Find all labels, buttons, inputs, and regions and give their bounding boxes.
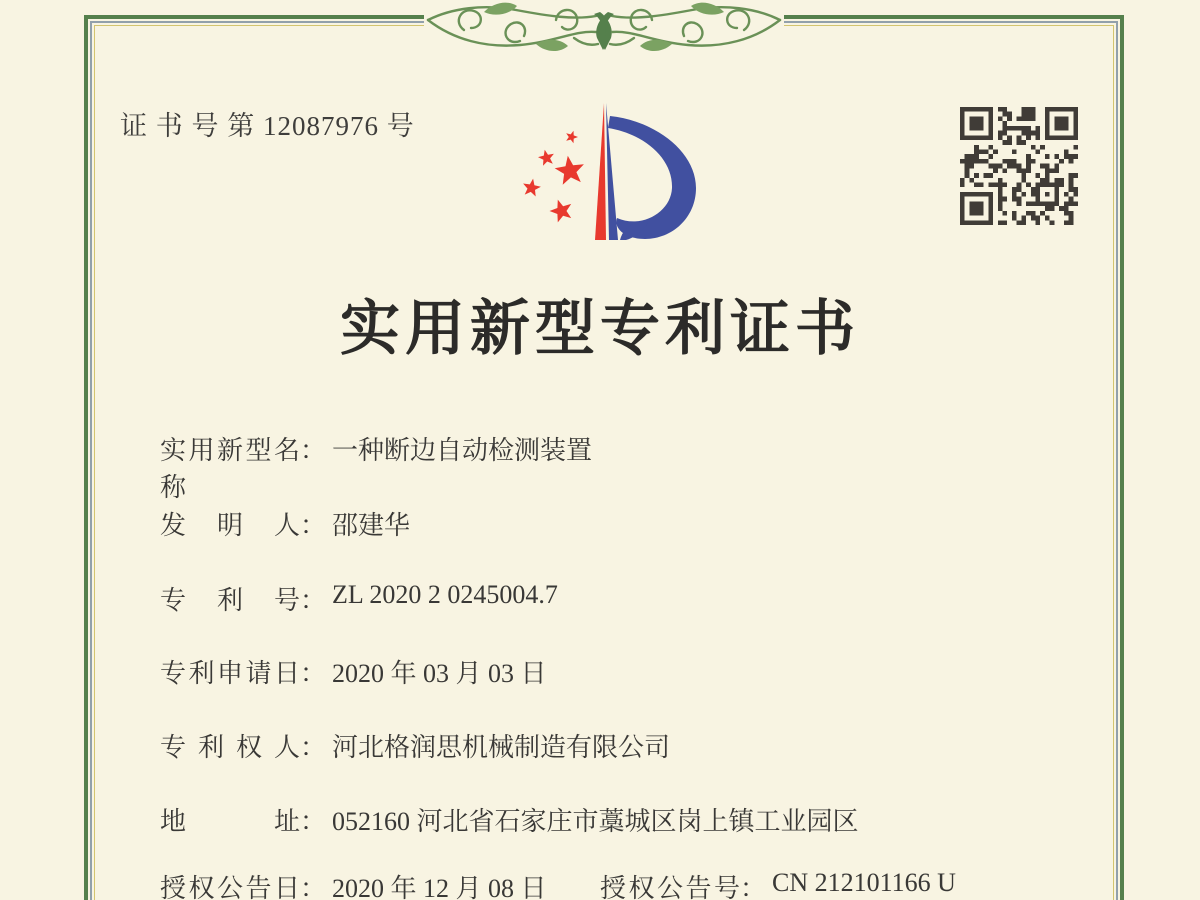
field-value: ZL 2020 2 0245004.7 xyxy=(332,580,558,609)
field-colon: ： xyxy=(740,874,767,900)
cnipa-patent-logo-icon xyxy=(500,95,710,245)
field-value: CN 212101166 U xyxy=(772,868,956,897)
field-label: 地址 xyxy=(160,807,300,836)
field-value: 一种断边自动检测装置 xyxy=(332,436,593,465)
field-value: 邵建华 xyxy=(332,511,411,540)
field-value: 2020 年 12 月 08 日 xyxy=(332,874,547,900)
field-row-grant xyxy=(160,868,1160,900)
field-value: 河北格润思机械制造有限公司 xyxy=(332,733,671,762)
field-colon: ： xyxy=(300,733,327,762)
field-colon: ： xyxy=(300,659,327,688)
certificate-number: 证 书 号 第 12087976 号 xyxy=(120,111,415,141)
field-row-name xyxy=(160,430,1160,502)
field-row-inventor xyxy=(160,505,1160,539)
field-label: 实用新型名称 xyxy=(160,436,300,502)
field-label: 授权公告日 xyxy=(160,874,300,900)
field-label: 专利号 xyxy=(160,586,300,615)
field-label: 专利权人 xyxy=(160,733,300,762)
field-row-filing-date xyxy=(160,653,1160,687)
field-row-patentee xyxy=(160,727,1160,761)
field-row-address xyxy=(160,801,1160,835)
qr-code xyxy=(960,107,1078,225)
field-colon: ： xyxy=(300,874,327,900)
field-colon: ： xyxy=(300,586,327,615)
field-row-patent-number xyxy=(160,580,1160,614)
grant-number-group xyxy=(600,868,956,900)
field-label: 授权公告号 xyxy=(600,874,740,900)
field-value: 052160 河北省石家庄市藁城区岗上镇工业园区 xyxy=(332,807,859,836)
field-colon: ： xyxy=(300,511,327,540)
grant-date-group xyxy=(160,868,547,900)
field-colon: ： xyxy=(300,436,327,465)
certificate-title: 实用新型专利证书 xyxy=(340,296,860,362)
field-label: 专利申请日 xyxy=(160,659,300,688)
stars-icon xyxy=(523,131,584,223)
field-colon: ： xyxy=(300,807,327,836)
field-value: 2020 年 03 月 03 日 xyxy=(332,659,547,688)
field-label: 发明人 xyxy=(160,511,300,540)
